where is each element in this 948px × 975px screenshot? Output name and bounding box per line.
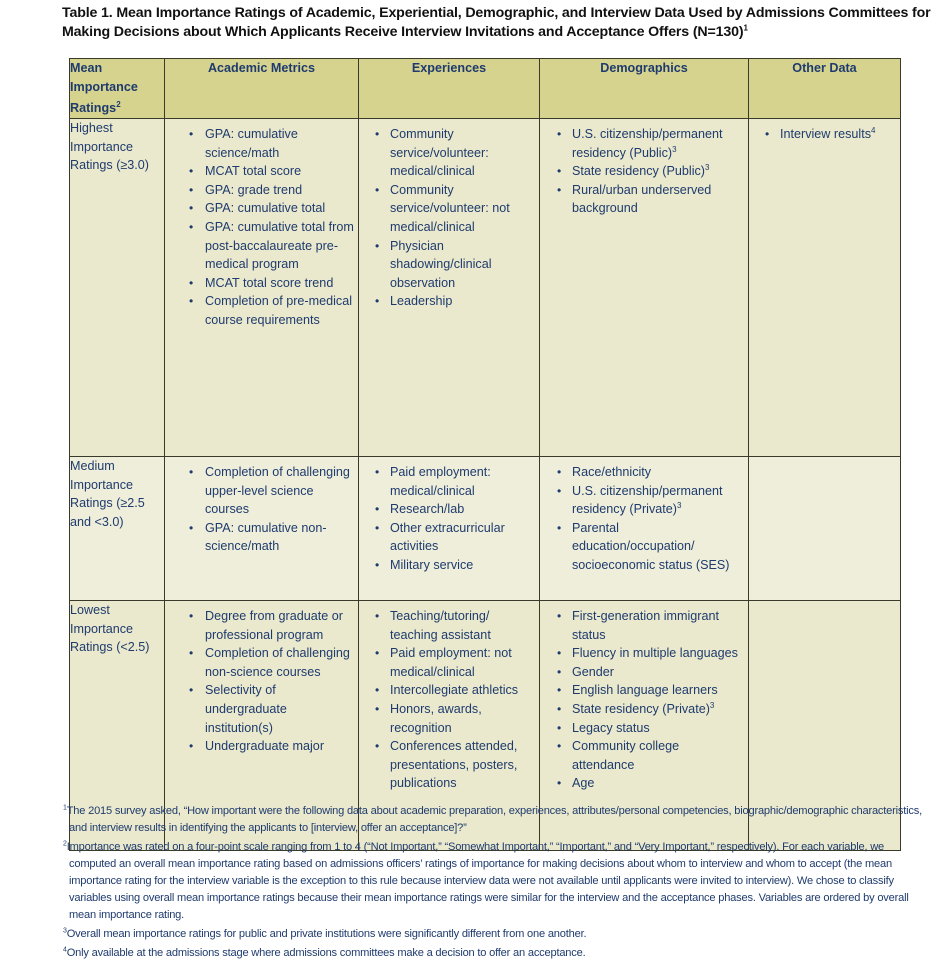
header-experiences: Experiences — [359, 59, 540, 119]
list-item: • Completion of challenging non-science courses — [165, 644, 354, 681]
demographics-list — [540, 457, 748, 579]
table-row-medium — [70, 456, 901, 600]
list-item: • Legacy status — [540, 719, 744, 738]
experiences-cell — [359, 456, 540, 600]
list-item: • Gender — [540, 663, 744, 682]
list-item: • GPA: cumulative non-science/math — [165, 519, 354, 556]
row-label: Lowest Importance Ratings (<2.5) — [70, 600, 165, 850]
list-item: • Parental education/occupation/ socioeconomic status (SES) — [540, 519, 744, 575]
list-item: • Leadership — [359, 292, 535, 311]
header-demographics: Demographics — [540, 59, 749, 119]
list-item: • Teaching/tutoring/ teaching assistant — [359, 607, 535, 644]
list-item: • Interview results$^4$ — [749, 125, 896, 144]
list-item: • Community college attendance — [540, 737, 744, 774]
list-item: • GPA: cumulative science/math — [165, 125, 354, 162]
list-item: • Rural/urban underserved background — [540, 181, 744, 218]
list-item: • English language learners — [540, 681, 744, 700]
footnote-ref: 3 — [676, 500, 682, 510]
footnote-ref: 1 — [743, 23, 748, 33]
list-item: • MCAT total score — [165, 162, 354, 181]
list-item: • Other extracurricular activities — [359, 519, 535, 556]
list-item: • Community service/volunteer: medical/clinical — [359, 125, 535, 181]
list-item: • Completion of challenging upper-level science courses — [165, 463, 354, 519]
list-item: • Research/lab — [359, 500, 535, 519]
list-item: • GPA: grade trend — [165, 181, 354, 200]
experiences-cell — [359, 118, 540, 456]
list-item: • Honors, awards, recognition — [359, 700, 535, 737]
footnote-ref: 3 — [705, 162, 710, 172]
list-item: • MCAT total score trend — [165, 274, 354, 293]
header-academic-metrics: Academic Metrics — [165, 59, 359, 119]
list-item: • First-generation immigrant status — [540, 607, 744, 644]
list-item: • GPA: cumulative total from post-baccalaureate pre-medical program — [165, 218, 354, 274]
list-item: • Selectivity of undergraduate institution(s) — [165, 681, 354, 737]
table-title-text: Table 1. Mean Importance Ratings of Academic, Experiential, Demographic, and Interview Data Used by Admissions Committees for Making Decisions about Which Applicants Receive Interview Invitations and Acceptance Offers (N=130) — [62, 5, 931, 40]
academic-list — [165, 457, 358, 560]
footnotes — [63, 803, 933, 964]
list-item: • Race/ethnicity — [540, 463, 744, 482]
list-item: • Degree from graduate or professional program — [165, 607, 354, 644]
demographics-cell — [540, 456, 749, 600]
table-title — [62, 4, 932, 42]
academic-cell — [165, 118, 359, 456]
footnote-2: $^2$Importance was rated on a four-point scale ranging from 1 to 4 (“Not Important,” “Somewhat Important,” “Important,” and “Very Important,” respectively). For each variable, we computed an overall mean importance rating based on admissions officers’ ratings of importance for making decisions about whom to interview and whom to accept (the mean importance rating for the interview variable is the exception to this rule because interview data were not available until applicants were invited to interview). We chose to classify variables using overall mean importance ratings because their mean importance ratings were similar for the interview and the acceptance phases. Variables are ordered by overall mean importance rating. — [63, 840, 909, 921]
footnote-ref: 3 — [709, 700, 715, 710]
header-mean-importance-ratings: Mean Importance Ratings$^2$ — [70, 59, 165, 119]
other-data-list — [749, 601, 900, 611]
table-header-row — [70, 59, 901, 119]
other-data-list — [749, 119, 900, 148]
list-item: • GPA: cumulative total — [165, 199, 354, 218]
table-row-highest — [70, 118, 901, 456]
row-label: Medium Importance Ratings (≥2.5 and <3.0) — [70, 456, 165, 600]
experiences-list — [359, 457, 539, 579]
experiences-list — [359, 601, 539, 797]
list-item: • U.S. citizenship/permanent residency (Private)$^3$ — [540, 482, 744, 519]
list-item: • Fluency in multiple languages — [540, 644, 744, 663]
list-item: • U.S. citizenship/permanent residency (Public)$^3$ — [540, 125, 744, 162]
academic-list — [165, 119, 358, 334]
list-item: • Physician shadowing/clinical observation — [359, 237, 535, 293]
list-item: • Intercollegiate athletics — [359, 681, 535, 700]
list-item: • State residency (Private)$^3$ — [540, 700, 744, 719]
list-item: • State residency (Public)$^3$ — [540, 162, 744, 181]
importance-ratings-table — [69, 58, 901, 851]
list-item: • Community service/volunteer: not medical/clinical — [359, 181, 535, 237]
other-data-cell — [749, 118, 901, 456]
footnote-ref: 3 — [672, 144, 677, 154]
list-item: • Completion of pre-medical course requirements — [165, 292, 354, 329]
academic-cell — [165, 456, 359, 600]
footnote-ref: 2 — [116, 100, 121, 110]
list-item: • Undergraduate major — [165, 737, 354, 756]
row-label: Highest Importance Ratings (≥3.0) — [70, 118, 165, 456]
list-item: • Military service — [359, 556, 535, 575]
footnote-3: $^3$Overall mean importance ratings for public and private institutions were significantly different from one another. — [63, 927, 587, 940]
other-data-list — [749, 457, 900, 467]
demographics-cell — [540, 118, 749, 456]
list-item: • Conferences attended, presentations, posters, publications — [359, 737, 535, 793]
academic-list — [165, 601, 358, 760]
header-other-data: Other Data — [749, 59, 901, 119]
footnote-ref: 4 — [871, 125, 876, 135]
list-item: • Paid employment: medical/clinical — [359, 463, 535, 500]
experiences-list — [359, 119, 539, 315]
footnote-1: $^1$The 2015 survey asked, “How important were the following data about academic preparation, experiences, attributes/personal competencies, biographic/demographic characteristics, and interview results in identifying the applicants to [interview, offer an acceptance]?” — [63, 804, 922, 834]
footnote-4: $^4$Only available at the admissions stage where admissions committees make a decision to offer an acceptance. — [63, 946, 586, 959]
other-data-cell — [749, 456, 901, 600]
demographics-list — [540, 119, 748, 222]
demographics-list — [540, 601, 748, 797]
list-item: • Age — [540, 774, 744, 793]
list-item: • Paid employment: not medical/clinical — [359, 644, 535, 681]
